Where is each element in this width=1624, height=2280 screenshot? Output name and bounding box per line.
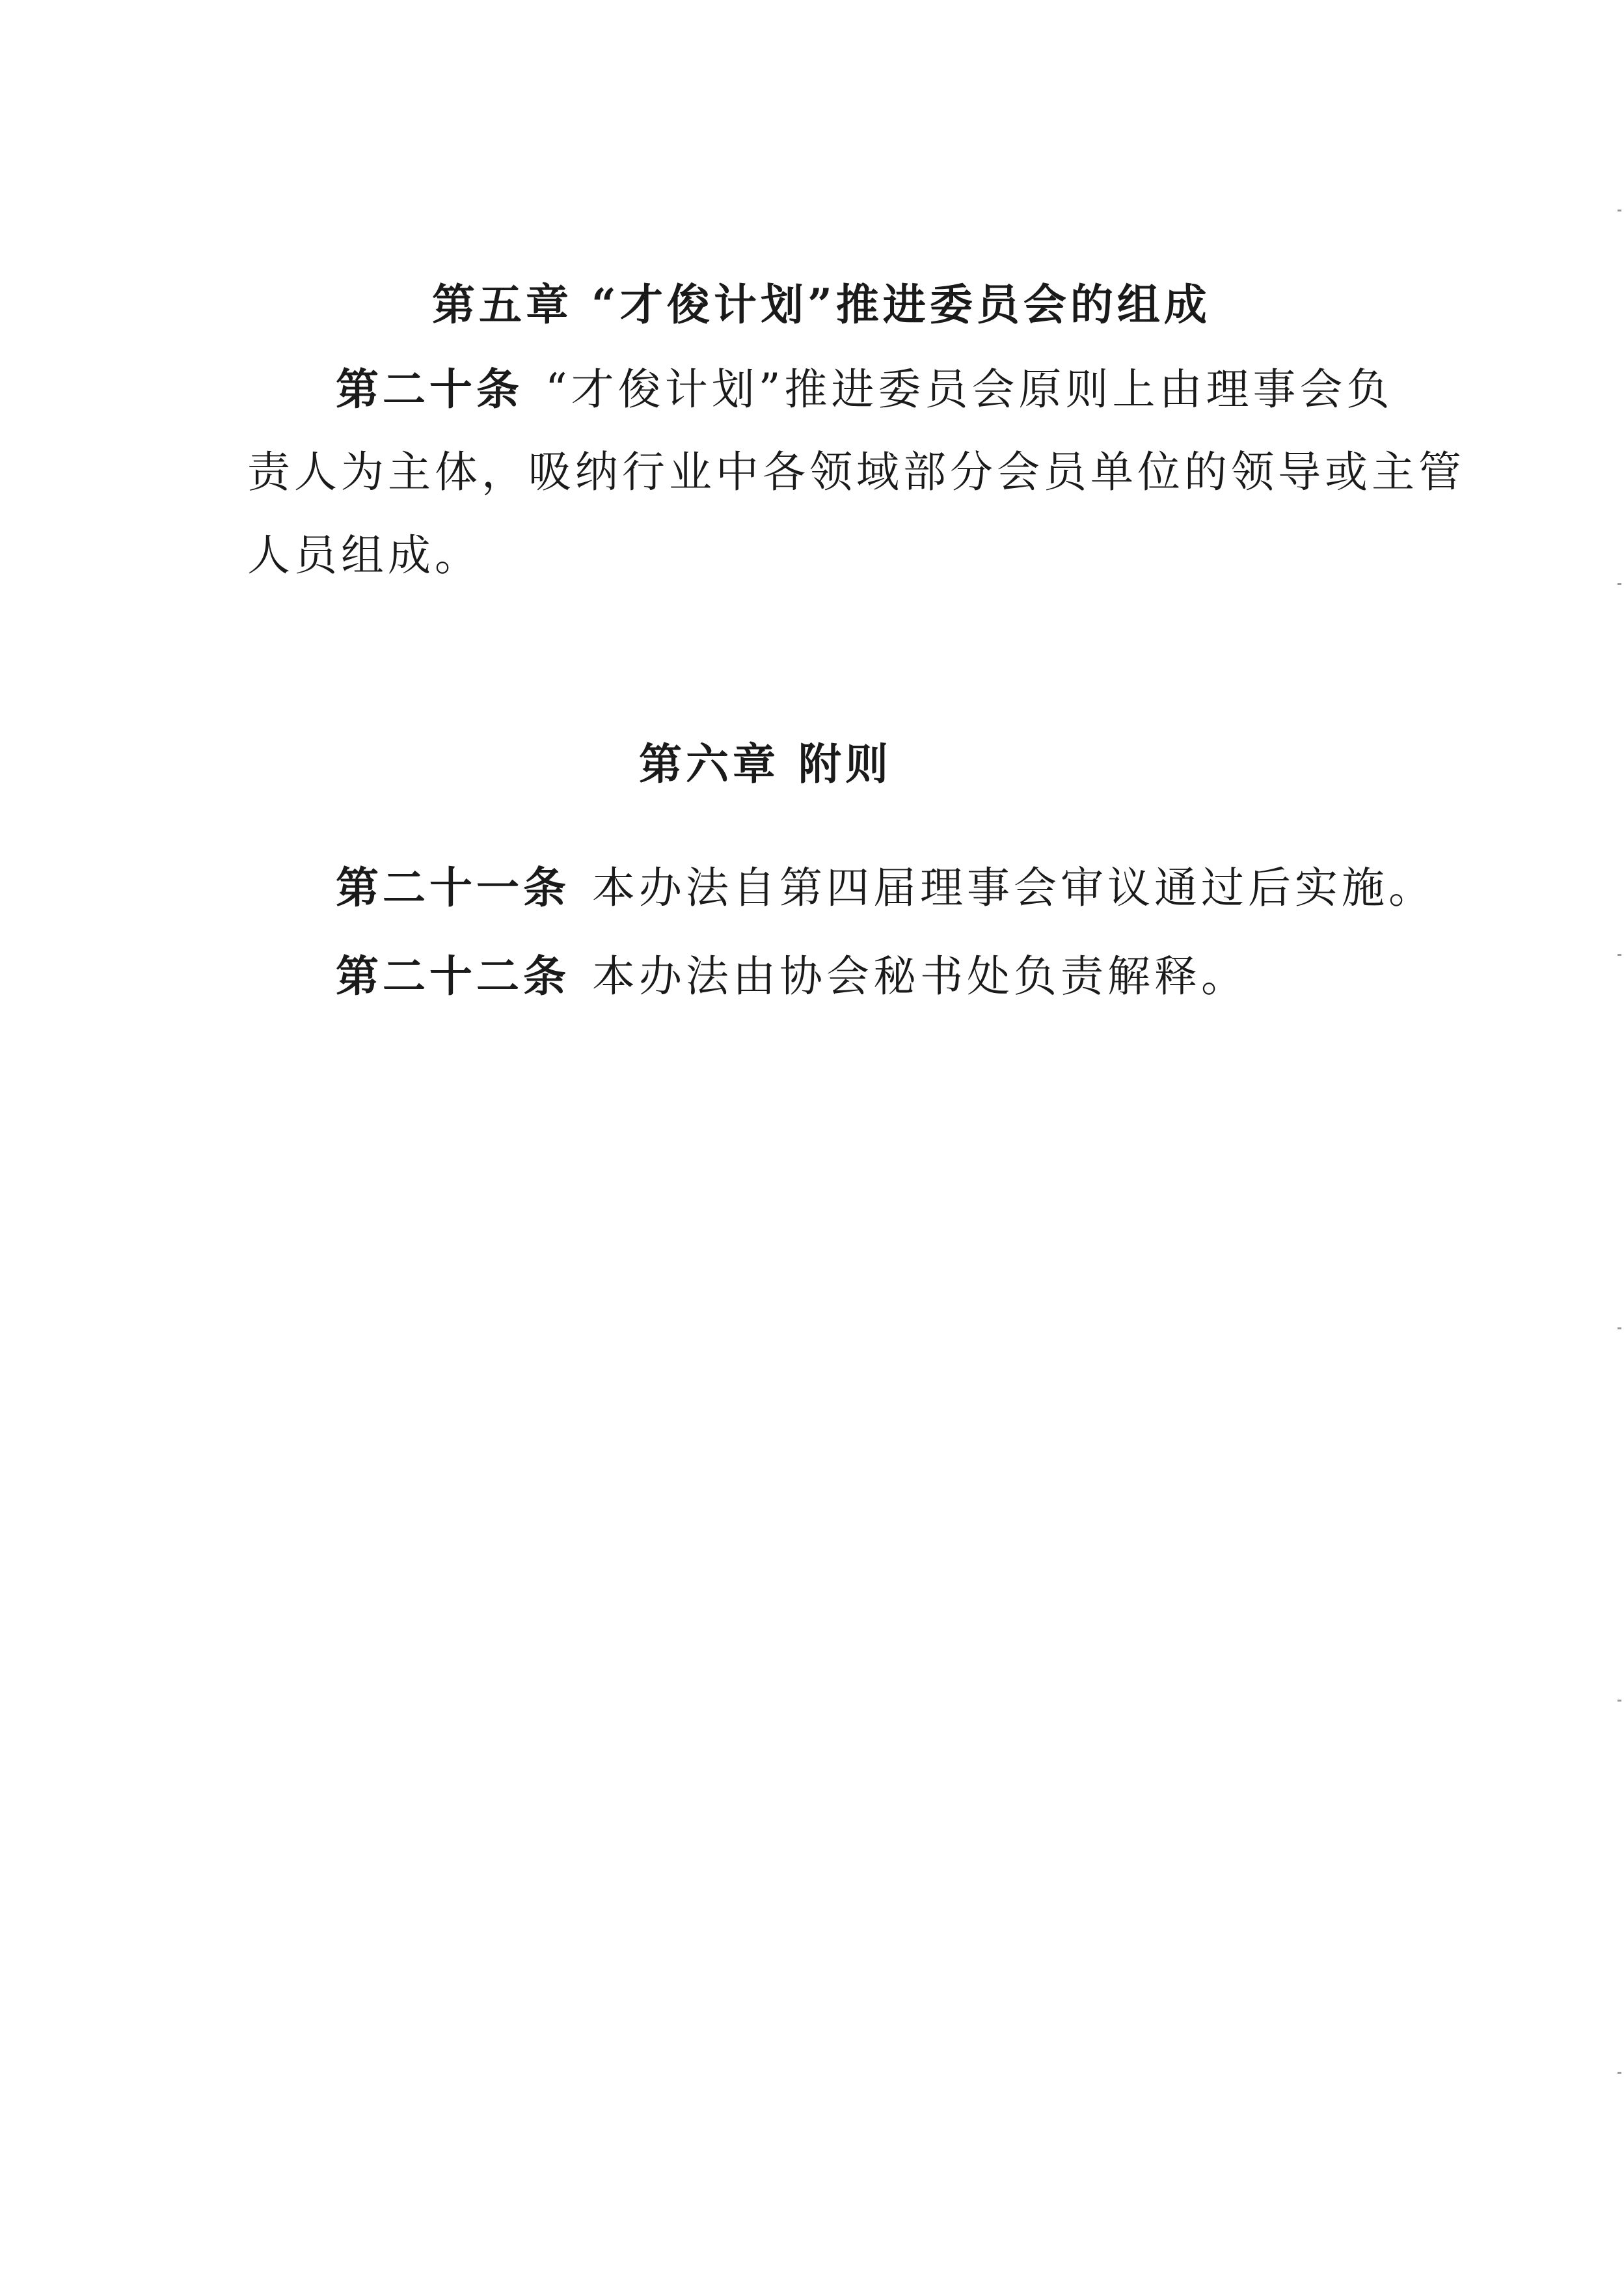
article-twenty-two-text: 本办法由协会秘书处负责解释。: [592, 951, 1248, 1001]
chapter-five-title: 第五章 “才俊计划”推进委员会的组成: [432, 279, 1211, 330]
scan-edge-mark: [1617, 954, 1621, 956]
article-twenty: [247, 347, 1465, 597]
chapter-six-title: 第六章 附则: [639, 739, 892, 789]
scan-edge-mark: [1617, 1700, 1621, 1702]
article-twenty-line-3: 人员组成。: [247, 530, 481, 580]
article-twenty-text-1: “才俊计划”推进委员会原则上由理事会负: [545, 364, 1394, 414]
scan-edge-mark: [1617, 210, 1621, 211]
article-twenty-one-line: [247, 846, 1435, 929]
article-twenty-two-line: [247, 934, 1366, 1018]
article-twenty-one-label: 第二十一条: [336, 862, 570, 913]
scan-edge-mark: [1617, 2072, 1621, 2074]
article-twenty-line-2: 责人为主体，吸纳行业中各领域部分会员单位的领导或主管: [247, 447, 1465, 497]
article-twenty-two-label: 第二十二条: [336, 951, 570, 1001]
article-twenty-line-1: [247, 347, 1394, 431]
article-twenty-one: [247, 846, 1435, 929]
article-twenty-two: [247, 934, 1366, 1018]
article-twenty-label: 第二十条: [336, 364, 523, 414]
article-twenty-one-text: 本办法自第四届理事会审议通过后实施。: [592, 863, 1435, 913]
scan-edge-mark: [1617, 583, 1621, 585]
scan-edge-mark: [1617, 1327, 1621, 1329]
